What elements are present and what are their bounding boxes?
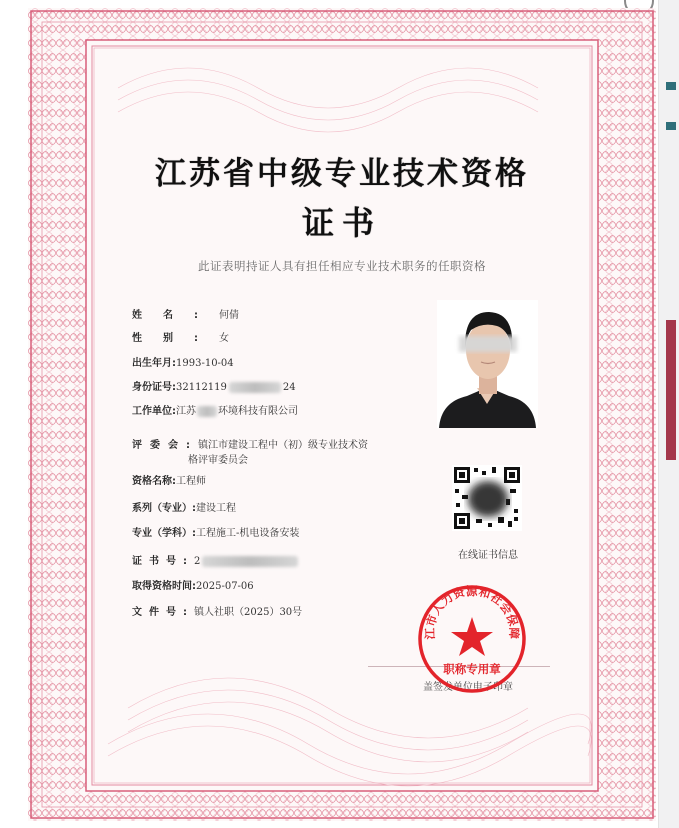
field-committee xyxy=(132,438,368,453)
seal-ring-text: 江市人力资源和社会保障 xyxy=(422,583,522,640)
field-value-suffix: 24 xyxy=(282,382,296,393)
field-value: 镇江市建设工程中（初）级专业技术资 xyxy=(198,440,368,451)
field-label: 文件号: xyxy=(132,607,194,618)
qr-code-image xyxy=(452,465,522,531)
field-employer xyxy=(132,404,298,419)
field-value: 何倩 xyxy=(219,310,239,321)
redaction-blur xyxy=(197,406,217,417)
holder-photo xyxy=(437,300,538,428)
field-value: 2025-07-06 xyxy=(196,581,254,592)
field-label: 专业（学科）: xyxy=(132,528,196,539)
seal-image xyxy=(416,583,528,695)
qr-code[interactable] xyxy=(452,465,522,531)
side-marker xyxy=(666,320,676,460)
field-label: 取得资格时间: xyxy=(132,581,196,592)
redaction-blur xyxy=(229,382,281,393)
field-value-prefix: 2 xyxy=(194,556,201,567)
side-marker xyxy=(666,122,676,130)
field-label: 证书号: xyxy=(132,556,194,567)
field-value: 1993-10-04 xyxy=(176,358,234,369)
portrait-image xyxy=(437,300,538,428)
field-document-number xyxy=(132,605,302,620)
field-label: 出生年月: xyxy=(132,358,176,369)
certificate-title-line2: 证书 xyxy=(301,204,382,242)
field-label: 资格名称: xyxy=(132,476,176,487)
field-value-prefix: 32112119 xyxy=(176,382,227,393)
field-label: 身份证号: xyxy=(132,382,176,393)
field-value-suffix: 环境科技有限公司 xyxy=(218,406,298,417)
field-qualification xyxy=(132,474,206,489)
field-label: 评委会: xyxy=(132,440,198,451)
field-value: 工程施工-机电设备安装 xyxy=(196,528,300,539)
certificate-subtitle: 此证表明持证人具有担任相应专业技术职务的任职资格 xyxy=(198,259,486,273)
field-cert-number xyxy=(132,554,298,569)
certificate xyxy=(28,8,656,821)
field-value: 工程师 xyxy=(176,476,206,487)
field-id-number xyxy=(132,380,296,395)
field-name xyxy=(132,308,239,323)
official-seal xyxy=(416,583,528,695)
field-obtained-date xyxy=(132,579,254,594)
qr-code-label: 在线证书信息 xyxy=(458,550,518,561)
guilloche-border xyxy=(28,8,656,821)
field-value: 女 xyxy=(219,333,229,344)
side-marker xyxy=(666,82,676,90)
seal-note: 盖签发单位电子印章 xyxy=(423,682,513,693)
field-committee-line2 xyxy=(188,453,248,468)
field-value: 镇人社职（2025）30号 xyxy=(194,607,303,618)
field-label: 性别: xyxy=(132,333,219,344)
field-series xyxy=(132,501,236,516)
certificate-title: 江苏省中级专业技术资格 xyxy=(155,156,529,192)
field-birth-date xyxy=(132,356,234,371)
field-value: 建设工程 xyxy=(196,503,236,514)
field-specialty xyxy=(132,526,299,541)
field-label: 工作单位: xyxy=(132,406,176,417)
field-value-prefix: 江苏 xyxy=(176,406,196,417)
redaction-blur xyxy=(202,556,298,567)
field-gender xyxy=(132,331,229,346)
field-label: 系列（专业）: xyxy=(132,503,196,514)
field-label: 姓名: xyxy=(132,310,219,321)
seal-center-text: 职称专用章 xyxy=(443,662,501,676)
field-value: 格评审委员会 xyxy=(188,455,248,466)
